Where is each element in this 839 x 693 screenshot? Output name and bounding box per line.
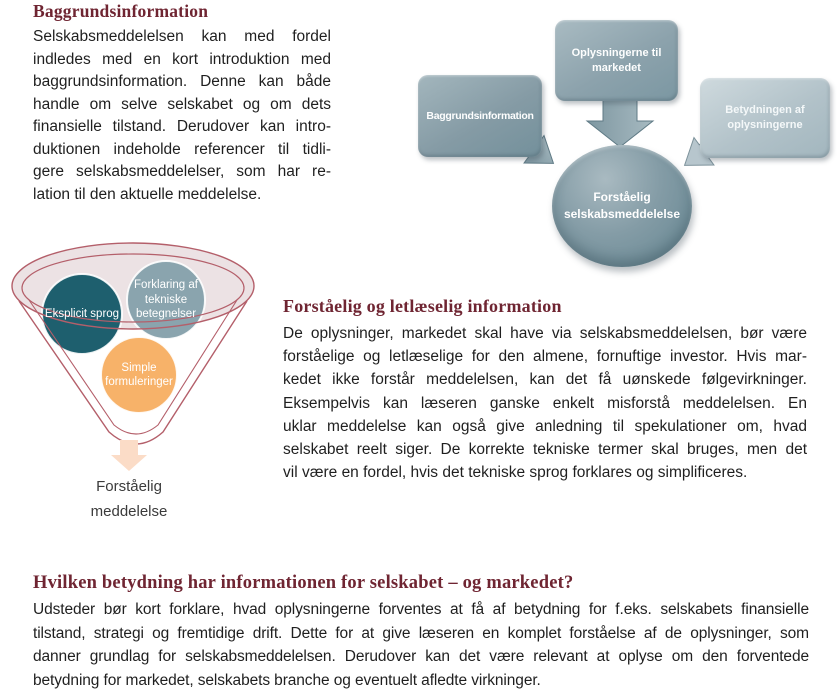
heading-forstaelig-information: Forståelig og letlæselig information bbox=[283, 296, 562, 316]
down-arrow-icon bbox=[587, 97, 653, 147]
callout-left-label: Baggrundsinformation bbox=[426, 109, 534, 122]
funnel-result-text bbox=[59, 474, 199, 524]
callout-right-label: Betydningen af oplysningerne bbox=[725, 104, 805, 131]
funnel-diagram bbox=[5, 236, 275, 536]
callout-betydningen-af-oplysningerne bbox=[700, 78, 830, 158]
funnel-result-line2: meddelelse bbox=[90, 503, 168, 520]
section-forstaelig-information bbox=[283, 294, 807, 484]
callout-baggrundsinformation bbox=[418, 75, 542, 157]
heading-betydning: Hvilken betydning har informationen for selskabet – og markedet? bbox=[33, 573, 574, 593]
callout-diagram bbox=[403, 14, 835, 280]
label-eksplicit-sprog: Eksplicit sprog bbox=[44, 307, 120, 320]
heading-baggrundsinformation: Baggrundsinformation bbox=[33, 1, 209, 21]
paragraph-baggrundsinformation: Selskabsmeddelelsen kan med fordel indledes med en kort introduktion med baggrundsinformation. Denne kan både handle om selve selskabet og om dets finansielle tilstand. Derudover kan intro- duktionen indeholde referencer til tidli- gere selskabsmeddelelser, som har re- lation til den aktuelle meddelelse. bbox=[33, 28, 331, 203]
funnel-result-arrow-icon bbox=[111, 440, 147, 471]
callout-oplysningerne-til-markedet bbox=[555, 20, 678, 101]
paragraph-betydning: Udsteder bør kort forklare, hvad oplysningerne forventes at få af betydning for f.eks. selskabets finansielle tilstand, strategi og fremtidige drift. Dette for at give læseren en komplet forståelse af de oplysninger, som danner grundlag for selskabsmeddelelsen. Derudover kan det være relevant at oplyse om den forventede betydning for markedet, selskabets branche og eventuelt afledte virkninger. bbox=[33, 601, 809, 689]
central-circle-label: Forståelig selskabsmeddelelse bbox=[563, 190, 681, 221]
callout-top-label: Oplysningerne til markedet bbox=[571, 46, 662, 74]
central-circle-forstaelig-selskabsmeddelelse bbox=[552, 145, 692, 267]
paragraph-forstaelig-information: De oplysninger, markedet skal have via selskabsmeddelelsen, bør være forståelige og letlæselige for den almene, fornuftige investor. Hvis mar- kedet ikke forstår meddelelsen, kan det få uønskede følgevirkninger. Eksempelvis kan læseren ganske enkelt misforstå meddelelsen. En uklar meddelelse kan også give anledning til spekulationer om, hvad selskabet reelt siger. De korrekte tekniske termer skal bruges, men det vil være en fordel, hvis det tekniske sprog forklares og simplificeres. bbox=[283, 325, 807, 482]
label-tekniske-betegnelser: Forklaring af tekniske betegnelser bbox=[134, 279, 198, 321]
funnel-result-line1: Forståelig bbox=[96, 478, 162, 495]
label-simple-formuleringer: Simple formuleringer bbox=[105, 361, 173, 388]
section-baggrundsinformation bbox=[33, 0, 331, 206]
section-betydning bbox=[33, 570, 809, 692]
